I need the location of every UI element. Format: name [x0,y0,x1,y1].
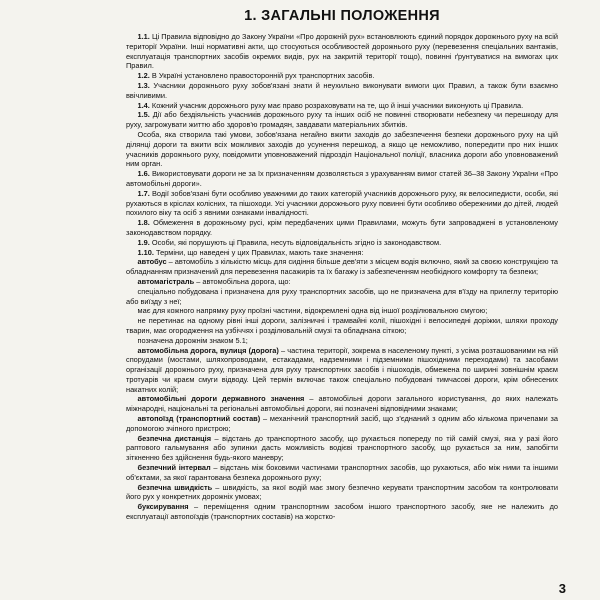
paragraph [126,306,558,316]
term-definition [126,394,558,414]
term-definition [126,434,558,463]
paragraph-text: Терміни, що наведені у цих Правилах, мають таке значення: [156,247,364,257]
term-definition [126,277,558,287]
term-definition [126,414,558,434]
paragraph-number: 1.1. [137,32,150,41]
numbered-paragraph [126,110,558,130]
defined-term: безпечна дистанція [137,433,212,443]
paragraph-number: 1.6. [137,169,150,179]
paragraph [126,130,558,169]
paragraph-number: 1.9. [137,237,150,247]
paragraph [126,287,558,307]
term-definition [126,463,558,483]
paragraph-text: спеціально побудована і призначена для руху транспортних засобів, що не призначена для в'їзду на прилеглу територію або виїзду з неї; [126,286,558,306]
paragraph [126,336,558,346]
paragraph-text: Учасники дорожнього руху зобов'язані знати й неухильно виконувати вимоги цих Правил, а також бути взаємно ввічливими. [126,80,558,100]
paragraph-text: Особи, які порушують ці Правила, несуть відповідальність згідно із законодавством. [151,237,442,247]
paragraph-text: – швидкість, за якої водій має змогу безпечно керувати транспортним засобом та контролювати його рух у конкретних дорожніх умовах; [126,482,558,502]
term-definition [126,502,558,522]
paragraph-text: – автомобільні дороги загального користування, до яких належать міжнародні, національні та регіональні автомобільні дороги, які позначені відповідними знаками; [126,394,558,414]
paragraph-number: 1.5. [137,110,150,120]
paragraph-text: Кожний учасник дорожнього руху має право розраховувати на те, що й інші учасники виконують ці Правила. [151,100,524,110]
paragraph-text: – механічний транспортний засіб, що з'єднаний з одним або кількома причепами за допомогою зчіпного пристрою; [126,414,558,433]
paragraph [126,316,558,336]
paragraph-text: – автомобіль з кількістю місць для сидіння більше дев'яти з місцем водія включно, який за своєю конструкцією та обладнанням призначений для перевезення пасажирів та їх багажу із забезпеченням необхідного комфорту та безпеки; [126,257,558,277]
paragraph-text: Обмеження в дорожньому русі, крім передбачених цими Правилами, можуть бути запроваджені в установленому законодавством порядку. [126,218,558,237]
defined-term: автомобільна дорога, вулиця (дорога) [137,345,279,355]
term-definition [126,483,558,503]
numbered-paragraph [126,32,558,71]
defined-term: безпечна швидкість [137,482,213,492]
defined-term: автопоїзд (транспортний состав) [137,414,261,424]
page-number: 3 [558,581,566,596]
numbered-paragraph [126,248,558,258]
paragraph-number: 1.7. [137,188,150,198]
paragraph-text: Використовувати дороги не за їх призначенням дозволяється з урахуванням вимог статей 36–38 Закону України «Про автомобільні дороги». [126,169,559,188]
paragraph-text: Дії або бездіяльність учасників дорожнього руху та інших осіб не повинні створювати небезпеку чи перешкоду для руху, загрожувати життю або здоров'ю громадян, завдавати матеріальних збитків. [126,110,559,130]
term-definition [126,346,558,395]
paragraph-text: – переміщення одним транспортним засобом іншого транспортного засобу, яке не належить до експлуатації автопоїздів (транспортних составів) на жорстко- [126,502,559,522]
defined-term: автомобільні дороги державного значення [137,394,305,404]
paragraph-text: В Україні установлено правосторонній рух транспортних засобів. [151,71,375,81]
numbered-paragraph [126,81,558,101]
paragraph-text: Особа, яка створила такі умови, зобов'язана негайно вжити заходів до забезпечення безпеки дорожнього руху на цій ділянці дороги та вжити всіх можливих заходів до усунення перешкод, а якщо це неможливо, попередити про них інших учасників дорожнього руху, повідомити уповноважений підрозділ Національної поліції, власника дороги або уповноважений ним орган. [126,129,558,169]
body-text [126,32,558,522]
paragraph-text: Водії зобов'язані бути особливо уважними до таких категорій учасників дорожнього руху, як велосипедисти, особи, які рухаються в кріслах колісних, та пішоходи. Усі учасники дорожнього руху повинні бути особливо обережними до дітей, людей похилого віку та осіб з явними ознаками інвалідності. [126,188,558,218]
paragraph-text: не перетинає на одному рівні інші дороги, залізничні і трамвайні колії, пішохідні і велосипедні доріжки, шляхи проходу тварин, має огородження на узбіччях і розділювальній смузі та обладнана сіткою; [126,316,558,335]
defined-term: автомагістраль [137,276,195,286]
paragraph-text: має для кожного напрямку руху проїзні частини, відокремлені одна від іншої розділювальною смугою; [137,306,488,316]
defined-term: автобус [137,257,167,267]
paragraph-text: Ці Правила відповідно до Закону України «Про дорожній рух» встановлюють єдиний порядок дорожнього руху на всій території України. Інші нормативні акти, що стосуються особливостей дорожнього руху (перевезення спеціальних вантажів, експлуатація транспортних засобів окремих видів, рух на закритій території тощо), повинні ґрунтуватися на вимогах цих Правил. [126,32,559,71]
paragraph-text: – відстань до транспортного засобу, що рухається попереду по тій самій смузі, яка у разі його раптового гальмування або зупинки дасть можливість водієві транспортного засобу, що рухається за ним, запобігти зіткненню без здійснення будь-якого маневру; [126,433,558,463]
numbered-paragraph [126,169,558,189]
paragraph-text: – автомобільна дорога, що: [194,276,291,286]
paragraph-number: 1.10. [137,247,154,257]
numbered-paragraph [126,238,558,248]
defined-term: безпечний інтервал [137,463,211,473]
numbered-paragraph [126,71,558,81]
paragraph-text: – частина території, зокрема в населеному пункті, з усіма розташованими на ній спорудами (мостами, шляхопроводами, естакадами, надземними і підземними пішохідними переходами) та засобами організації дорожнього руху, призначена для руху транспортних засобів і пішоходів, обмежена по ширині зовнішнім краєм тротуарів чи краєм смуги відводу. Цей термін включає також спеціально побудовані тимчасові дороги, крім обнесених накатних колій; [126,345,559,394]
numbered-paragraph [126,189,558,218]
numbered-paragraph [126,218,558,238]
paragraph-number: 1.3. [137,80,150,90]
defined-term: буксирування [137,502,189,512]
paragraph-text: позначена дорожнім знаком 5.1; [137,335,248,345]
paragraph-number: 1.8. [137,218,150,228]
numbered-paragraph [126,101,558,111]
paragraph-number: 1.4. [137,100,150,110]
section-title: 1. ЗАГАЛЬНІ ПОЛОЖЕННЯ [244,8,440,24]
term-definition [126,257,558,277]
paragraph-number: 1.2. [137,71,150,81]
paragraph-text: – відстань між боковими частинами транспортних засобів, що рухаються, або між ними та іншими об'єктами, за якої гарантована безпека дорожнього руху; [126,463,558,482]
